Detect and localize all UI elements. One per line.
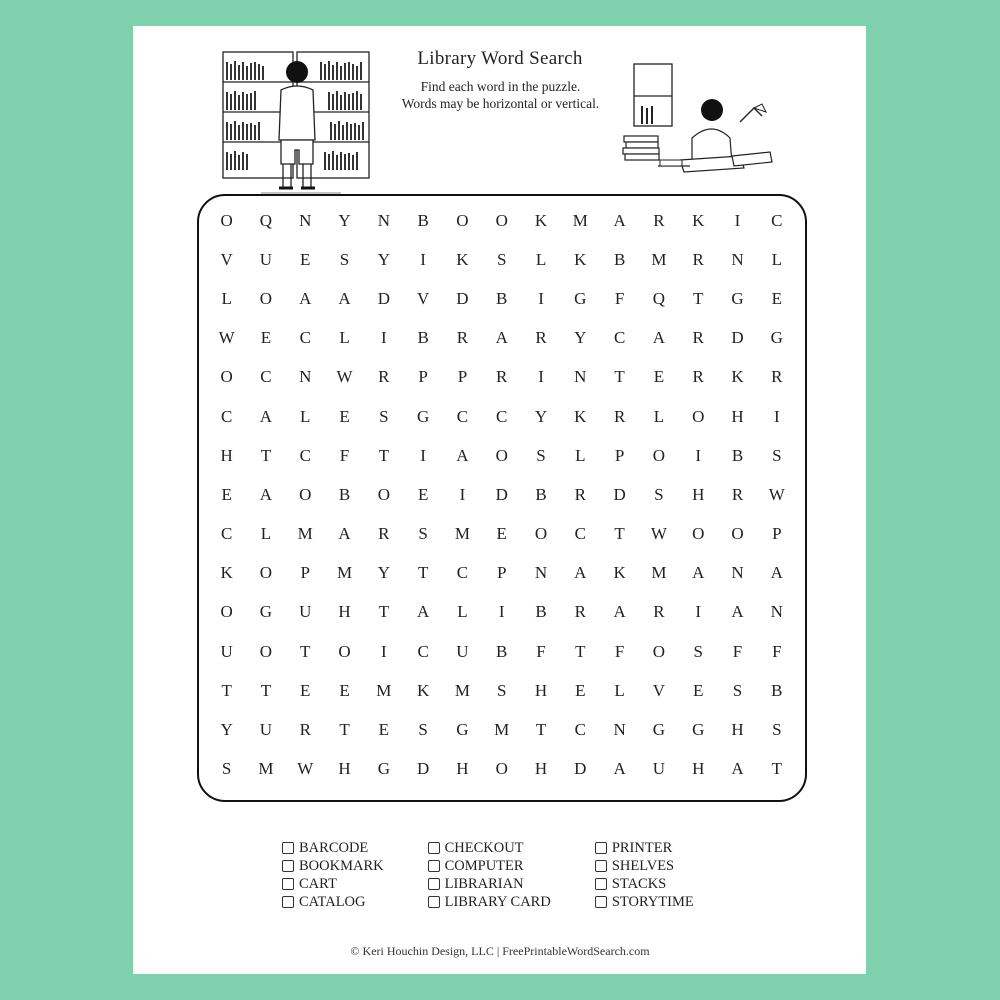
grid-letter[interactable]: D [574, 759, 587, 779]
grid-letter[interactable]: Y [220, 720, 233, 740]
grid-letter[interactable]: I [695, 445, 702, 465]
grid-letter[interactable]: G [456, 720, 469, 740]
word-label: LIBRARIAN [444, 875, 524, 892]
grid-letter[interactable]: C [220, 406, 233, 426]
grid-letter[interactable]: H [220, 445, 233, 465]
grid-letter[interactable]: W [297, 759, 314, 779]
grid-letter[interactable]: G [416, 406, 430, 426]
grid-letter[interactable]: W [768, 484, 785, 504]
word-label: BOOKMARK [299, 857, 384, 874]
word-list-column [595, 839, 694, 911]
grid-letter[interactable]: R [692, 367, 704, 387]
grid-letter[interactable]: A [259, 484, 273, 504]
checkbox-icon[interactable] [428, 896, 440, 908]
grid-letter[interactable]: H [534, 680, 548, 700]
grid-letter[interactable]: B [535, 484, 547, 504]
grid-letter[interactable]: E [300, 249, 311, 269]
grid-letter[interactable]: U [456, 641, 469, 661]
grid-letter[interactable]: N [731, 249, 744, 269]
grid-letter[interactable]: H [731, 720, 744, 740]
grid-letter[interactable]: B [613, 249, 626, 269]
grid-letter[interactable]: E [653, 367, 665, 387]
grid-letter[interactable]: N [299, 367, 312, 387]
grid-letter[interactable]: Y [534, 406, 548, 426]
grid-letter[interactable]: C [260, 367, 272, 387]
word-item[interactable] [428, 875, 551, 893]
boy-at-bookshelf-illustration [221, 50, 373, 196]
grid-letter[interactable]: R [574, 484, 586, 504]
grid-letter[interactable]: M [258, 759, 274, 779]
footer-credit: © Keri Houchin Design, LLC | FreePrintableWordSearch.com [350, 944, 650, 958]
grid-letter[interactable]: Q [259, 210, 273, 230]
grid-letter[interactable]: M [454, 524, 470, 544]
grid-letter[interactable]: A [338, 288, 351, 308]
grid-letter[interactable]: N [770, 602, 783, 622]
word-list [282, 839, 694, 911]
grid-letter[interactable]: A [574, 563, 587, 583]
grid-letter[interactable]: L [535, 249, 547, 269]
grid-letter[interactable]: U [299, 602, 312, 622]
word-label: STORYTIME [611, 893, 694, 910]
grid-letter[interactable]: L [575, 445, 586, 465]
checkbox-icon[interactable] [282, 878, 294, 890]
grid-letter[interactable]: P [457, 367, 468, 387]
grid-letter[interactable]: O [259, 641, 273, 661]
grid-letter[interactable]: O [220, 367, 233, 387]
grid-letter[interactable]: C [613, 328, 626, 348]
grid-letter[interactable]: I [420, 249, 426, 269]
grid-letter[interactable]: S [418, 720, 428, 740]
grid-letter[interactable]: E [260, 328, 272, 348]
grid-letter[interactable]: C [220, 524, 233, 544]
checkbox-icon[interactable] [428, 842, 440, 854]
grid-letter[interactable]: W [218, 328, 235, 348]
grid-letter[interactable]: K [456, 249, 469, 269]
grid-letter[interactable]: K [613, 563, 626, 583]
grid-letter[interactable]: E [300, 680, 311, 700]
grid-letter[interactable]: C [417, 641, 429, 661]
grid-letter[interactable]: O [692, 406, 705, 426]
grid-letter[interactable]: U [220, 641, 233, 661]
grid-letter[interactable]: B [535, 602, 547, 622]
grid-letter[interactable]: U [259, 720, 273, 740]
grid-letter[interactable]: S [693, 641, 703, 661]
grid-letter[interactable]: T [614, 367, 625, 387]
grid-letter[interactable]: N [299, 210, 312, 230]
grid-letter[interactable]: A [495, 328, 508, 348]
grid-letter[interactable]: E [221, 484, 232, 504]
grid-letter[interactable]: C [496, 406, 508, 426]
grid-letter[interactable]: T [339, 720, 350, 740]
grid-letter[interactable]: B [771, 680, 783, 700]
grid-letter[interactable]: E [496, 524, 507, 544]
grid-letter[interactable]: O [338, 641, 351, 661]
grid-letter[interactable]: I [381, 641, 387, 661]
word-label: SHELVES [611, 857, 675, 874]
grid-letter[interactable]: U [259, 249, 273, 269]
word-label: COMPUTER [444, 857, 524, 874]
grid-letter[interactable]: B [338, 484, 351, 504]
grid-letter[interactable]: S [654, 484, 664, 504]
grid-letter[interactable]: R [456, 328, 469, 348]
grid-letter[interactable]: N [534, 563, 548, 583]
word-label: CATALOG [299, 893, 366, 910]
grid-letter[interactable]: I [420, 445, 426, 465]
grid-letter[interactable]: G [770, 328, 783, 348]
instructions [378, 78, 623, 112]
grid-letter[interactable]: G [652, 720, 666, 740]
instruction-line: Words may be horizontal or vertical. [401, 96, 600, 111]
grid-letter[interactable]: S [221, 759, 232, 779]
grid-letter[interactable]: G [259, 602, 273, 622]
grid-letter[interactable]: R [731, 484, 744, 504]
grid-letter[interactable]: I [459, 484, 466, 504]
grid-letter[interactable]: O [377, 484, 390, 504]
grid-letter[interactable]: P [772, 524, 782, 544]
grid-letter[interactable]: O [534, 524, 548, 544]
grid-letter[interactable]: C [574, 720, 586, 740]
grid-letter[interactable]: N [574, 367, 587, 387]
grid-letter[interactable]: Y [377, 563, 390, 583]
grid-letter[interactable]: A [456, 445, 469, 465]
grid-letter[interactable]: C [456, 406, 469, 426]
grid-letter[interactable]: N [613, 720, 626, 740]
grid-letter[interactable]: C [299, 445, 311, 465]
word-list-column [428, 839, 551, 911]
grid-letter[interactable]: A [731, 602, 744, 622]
grid-letter[interactable]: W [650, 524, 667, 544]
girl-studying-illustration [620, 60, 775, 180]
grid-letter[interactable]: A [299, 288, 312, 308]
checkbox-icon[interactable] [428, 860, 440, 872]
grid-letter[interactable]: H [534, 759, 548, 779]
grid-letter[interactable]: R [692, 328, 704, 348]
word-item[interactable] [595, 875, 694, 893]
grid-letter[interactable]: I [695, 602, 702, 622]
grid-letter[interactable]: K [731, 367, 744, 387]
grid-letter[interactable]: R [299, 720, 311, 740]
grid-letter[interactable]: L [300, 406, 311, 426]
grid-letter[interactable]: C [299, 328, 311, 348]
word-label: CART [299, 875, 337, 892]
grid-letter[interactable]: L [771, 249, 782, 269]
grid-letter[interactable]: F [339, 445, 350, 465]
grid-letter[interactable]: L [614, 680, 625, 700]
grid-letter[interactable]: D [377, 288, 390, 308]
word-item[interactable] [428, 893, 551, 911]
grid-letter[interactable]: R [496, 367, 508, 387]
grid-letter[interactable]: T [221, 680, 232, 700]
word-list-column [282, 839, 384, 911]
checkbox-icon[interactable] [595, 878, 607, 890]
grid-letter[interactable]: A [613, 602, 626, 622]
grid-letter[interactable]: D [416, 759, 430, 779]
word-item[interactable] [595, 857, 694, 875]
grid-letter[interactable]: E [339, 406, 350, 426]
grid-letter[interactable]: S [496, 680, 507, 700]
grid-letter[interactable]: B [731, 445, 744, 465]
grid-letter[interactable]: M [651, 249, 667, 269]
checkbox-icon[interactable] [595, 860, 607, 872]
grid-letter[interactable]: L [221, 288, 232, 308]
grid-letter[interactable]: O [692, 524, 705, 544]
grid-letter[interactable]: P [496, 563, 507, 583]
checkbox-icon[interactable] [595, 842, 607, 854]
grid-letter[interactable]: T [300, 641, 311, 661]
grid-letter[interactable]: H [338, 602, 351, 622]
grid-letter[interactable]: C [574, 524, 586, 544]
word-label: PRINTER [611, 839, 673, 856]
word-item[interactable] [282, 857, 384, 875]
grid-letter[interactable]: T [417, 563, 429, 583]
grid-letter[interactable]: E [417, 484, 429, 504]
grid-letter[interactable]: S [536, 445, 546, 465]
grid-letter[interactable]: R [613, 406, 626, 426]
grid-letter[interactable]: T [260, 445, 272, 465]
grid-letter[interactable]: T [378, 445, 390, 465]
grid-letter[interactable]: K [574, 406, 587, 426]
checkbox-icon[interactable] [282, 896, 294, 908]
word-label: BARCODE [299, 839, 369, 856]
grid-letter[interactable]: T [575, 641, 586, 661]
grid-letter[interactable]: Y [377, 249, 390, 269]
grid-letter[interactable]: D [495, 484, 508, 504]
grid-letter[interactable]: B [417, 210, 429, 230]
grid-letter[interactable]: L [339, 328, 350, 348]
grid-letter[interactable]: T [535, 720, 547, 740]
grid-letter[interactable]: G [574, 288, 587, 308]
grid-letter[interactable]: M [376, 680, 392, 700]
grid-letter[interactable]: T [378, 602, 390, 622]
grid-letter[interactable]: U [652, 759, 666, 779]
grid-letter[interactable]: Y [338, 210, 351, 230]
grid-letter[interactable]: K [692, 210, 705, 230]
grid-letter[interactable]: H [731, 406, 744, 426]
grid-letter[interactable]: O [259, 563, 273, 583]
grid-letter[interactable]: M [336, 563, 353, 583]
word-item[interactable] [428, 857, 551, 875]
word-label: CHECKOUT [444, 839, 524, 856]
grid-letter[interactable]: H [692, 484, 705, 504]
checkbox-icon[interactable] [282, 860, 294, 872]
grid-letter[interactable]: Y [574, 328, 587, 348]
word-label: STACKS [611, 875, 667, 892]
grid-letter[interactable]: K [574, 249, 587, 269]
grid-letter[interactable]: B [496, 641, 508, 661]
grid-letter[interactable]: O [495, 210, 508, 230]
grid-letter[interactable]: V [220, 249, 233, 269]
grid-letter[interactable]: K [416, 680, 430, 700]
grid-letter[interactable]: D [456, 288, 469, 308]
grid-letter[interactable]: H [338, 759, 351, 779]
grid-letter[interactable]: E [339, 680, 350, 700]
letter-grid [207, 201, 796, 789]
grid-letter[interactable]: K [220, 563, 233, 583]
grid-letter[interactable]: P [614, 445, 625, 465]
grid-letter[interactable]: E [693, 680, 704, 700]
grid-letter[interactable]: O [652, 641, 666, 661]
grid-letter[interactable]: M [572, 210, 588, 230]
grid-letter[interactable]: R [535, 328, 547, 348]
checkbox-icon[interactable] [428, 878, 440, 890]
grid-letter[interactable]: D [613, 484, 626, 504]
word-item[interactable] [595, 839, 694, 857]
grid-letter[interactable]: O [652, 445, 666, 465]
grid-letter[interactable]: A [652, 328, 666, 348]
grid-letter[interactable]: H [692, 759, 705, 779]
grid-letter[interactable]: M [454, 680, 470, 700]
grid-letter[interactable]: F [614, 641, 625, 661]
grid-letter[interactable]: I [538, 288, 544, 308]
grid-letter[interactable]: M [651, 563, 667, 583]
grid-letter[interactable]: K [534, 210, 548, 230]
grid-letter[interactable]: M [297, 524, 313, 544]
grid-letter[interactable]: R [771, 367, 783, 387]
grid-letter[interactable]: F [772, 641, 782, 661]
grid-letter[interactable]: S [496, 249, 507, 269]
word-label: LIBRARY CARD [444, 893, 551, 910]
grid-letter[interactable]: B [417, 328, 429, 348]
word-item[interactable] [595, 893, 694, 911]
grid-letter[interactable]: A [259, 406, 273, 426]
grid-letter[interactable]: T [693, 288, 704, 308]
grid-letter[interactable]: D [731, 328, 744, 348]
grid-letter[interactable]: O [299, 484, 312, 504]
grid-letter[interactable]: A [338, 524, 351, 544]
grid-letter[interactable]: T [260, 680, 272, 700]
grid-letter[interactable]: R [692, 249, 704, 269]
grid-letter[interactable]: Q [652, 288, 666, 308]
grid-letter[interactable]: C [771, 210, 783, 230]
grid-letter[interactable]: O [220, 602, 233, 622]
grid-letter[interactable]: R [653, 602, 665, 622]
grid-letter[interactable]: T [771, 759, 782, 779]
grid-letter[interactable]: H [456, 759, 469, 779]
grid-letter[interactable]: S [772, 720, 782, 740]
grid-letter[interactable]: N [731, 563, 744, 583]
grid-letter[interactable]: A [692, 563, 705, 583]
grid-letter[interactable]: A [613, 210, 626, 230]
grid-letter[interactable]: G [731, 288, 744, 308]
grid-letter[interactable]: A [416, 602, 430, 622]
grid-letter[interactable]: G [692, 720, 705, 740]
grid-letter[interactable]: O [495, 445, 508, 465]
grid-letter[interactable]: L [653, 406, 665, 426]
page-title: Library Word Search [417, 48, 583, 69]
grid-letter[interactable]: N [377, 210, 390, 230]
grid-letter[interactable]: R [378, 524, 390, 544]
grid-letter[interactable]: R [653, 210, 665, 230]
grid-letter[interactable]: S [732, 680, 743, 700]
grid-letter[interactable]: L [457, 602, 468, 622]
grid-letter[interactable]: O [495, 759, 508, 779]
grid-letter[interactable]: E [378, 720, 390, 740]
grid-letter[interactable]: S [339, 249, 350, 269]
grid-letter[interactable]: T [614, 524, 625, 544]
grid-letter[interactable]: E [575, 680, 586, 700]
grid-letter[interactable]: P [418, 367, 428, 387]
grid-letter[interactable]: A [613, 759, 626, 779]
checkbox-icon[interactable] [282, 842, 294, 854]
grid-letter[interactable]: G [377, 759, 390, 779]
grid-letter[interactable]: C [456, 563, 469, 583]
grid-letter[interactable]: W [336, 367, 353, 387]
grid-letter[interactable]: B [496, 288, 508, 308]
grid-letter[interactable]: M [494, 720, 510, 740]
grid-letter[interactable]: A [731, 759, 744, 779]
grid-letter[interactable]: F [732, 641, 743, 661]
grid-letter[interactable]: O [731, 524, 744, 544]
grid-letter[interactable]: A [770, 563, 783, 583]
word-item[interactable] [428, 839, 551, 857]
grid-letter[interactable]: I [538, 367, 544, 387]
grid-letter[interactable]: I [734, 210, 741, 230]
grid-letter[interactable]: P [300, 563, 310, 583]
grid-letter[interactable]: V [416, 288, 430, 308]
grid-letter[interactable]: I [381, 328, 387, 348]
checkbox-icon[interactable] [595, 896, 607, 908]
grid-letter[interactable]: I [773, 406, 780, 426]
word-item[interactable] [282, 893, 384, 911]
word-item[interactable] [282, 839, 384, 857]
grid-letter[interactable]: O [259, 288, 273, 308]
grid-letter[interactable]: S [379, 406, 389, 426]
grid-letter[interactable]: F [536, 641, 546, 661]
grid-letter[interactable]: L [260, 524, 272, 544]
grid-letter[interactable]: F [614, 288, 625, 308]
grid-letter[interactable]: O [220, 210, 233, 230]
grid-letter[interactable]: E [771, 288, 782, 308]
grid-letter[interactable]: V [652, 680, 666, 700]
instruction-line: Find each word in the puzzle. [420, 79, 581, 94]
grid-letter[interactable]: I [498, 602, 505, 622]
grid-letter[interactable]: S [772, 445, 782, 465]
word-item[interactable] [282, 875, 384, 893]
grid-letter[interactable]: R [378, 367, 390, 387]
grid-letter[interactable]: O [456, 210, 469, 230]
grid-letter[interactable]: S [418, 524, 428, 544]
grid-letter[interactable]: R [574, 602, 586, 622]
